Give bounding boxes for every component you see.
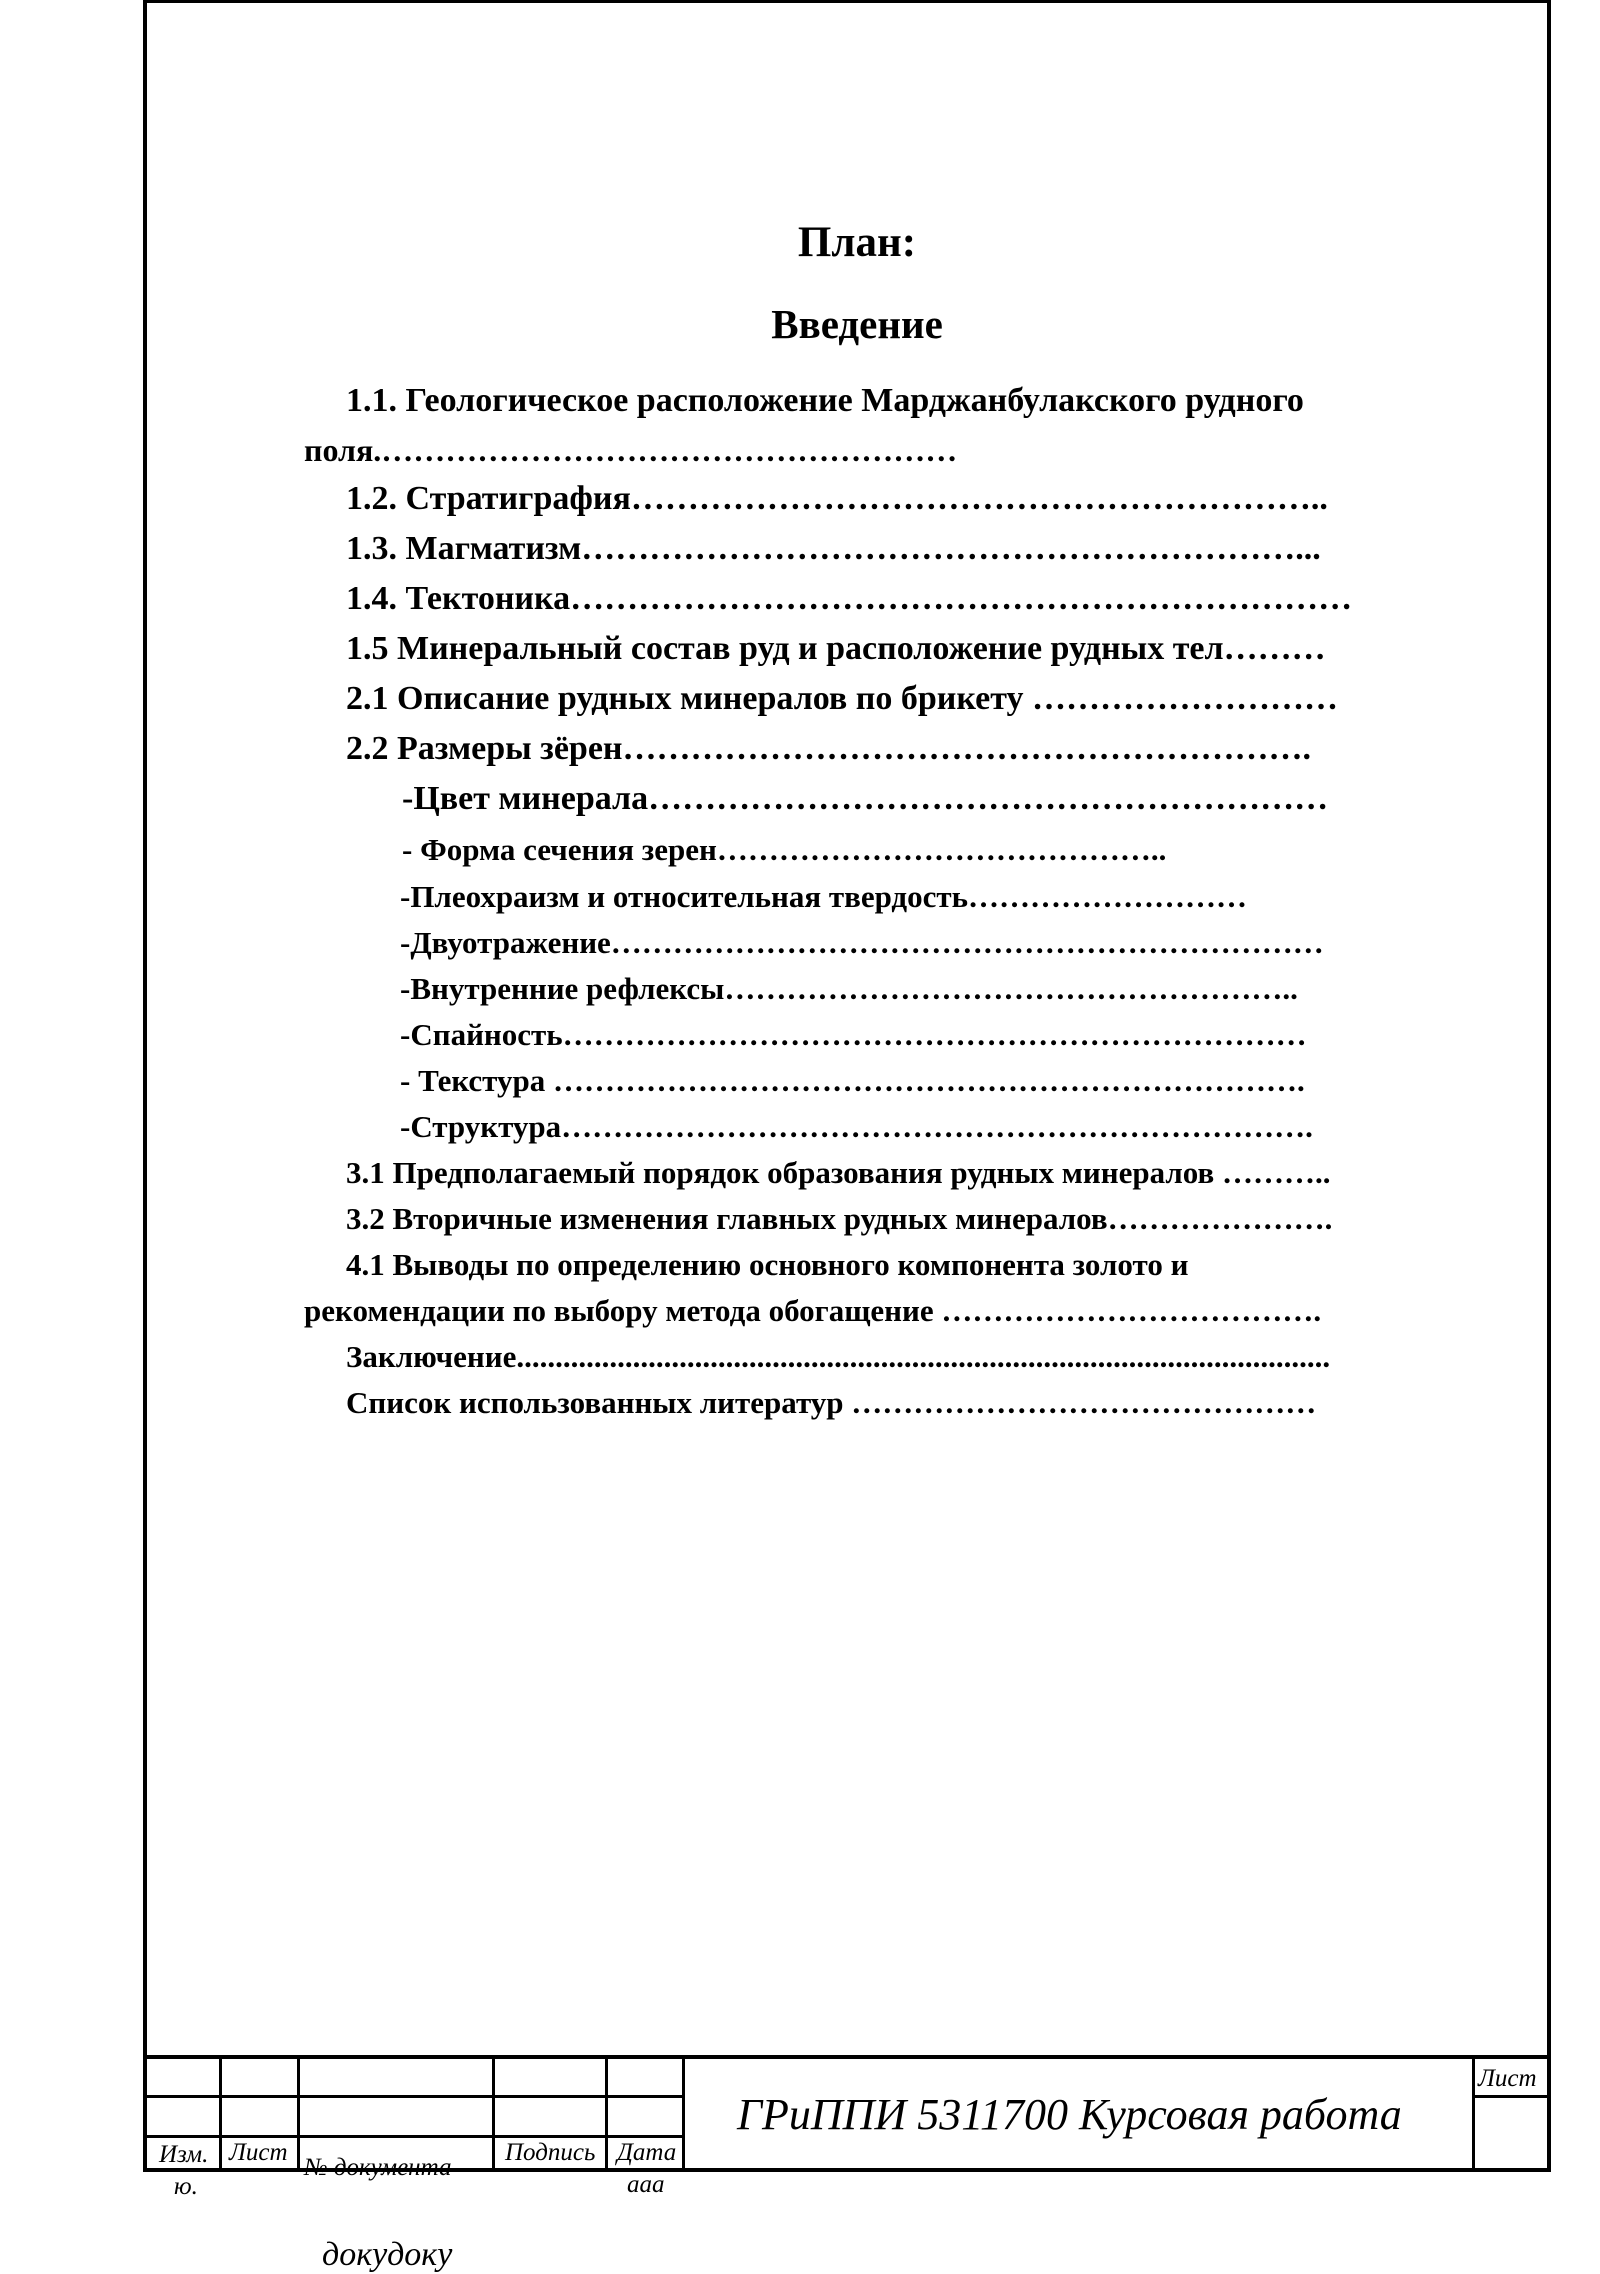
toc-item-1-4: 1.4. Тектоника…………………………………………………………… <box>346 580 1353 617</box>
toc-item-4-1-cont: рекомендации по выбору метода обогащение ………………………………. <box>304 1293 1322 1328</box>
toc-item-2-1: 2.1 Описание рудных минералов по брикету ……………………… <box>346 680 1338 717</box>
stamp-col-izm-extra: ю. <box>174 2173 198 2200</box>
stamp-sheet-label: Лист <box>1478 2065 1537 2092</box>
toc-item-3-2: 3.2 Вторичные изменения главных рудных минералов…………………. <box>346 1201 1333 1236</box>
title-block-divider <box>297 2059 300 2172</box>
toc-item-references: Список использованных литератур ……………………………………… <box>346 1385 1317 1420</box>
bottom-overflow-text: докудоку <box>322 2236 453 2273</box>
stamp-col-list: Лист <box>229 2139 288 2166</box>
toc-subitem-texture: - Текстура ………………………………………………………………. <box>400 1063 1305 1098</box>
title-block-row-line <box>147 2135 685 2138</box>
title-block-divider <box>682 2059 685 2172</box>
toc-subitem-pleochroism: -Плеохраизм и относительная твердость……………………… <box>400 879 1247 914</box>
toc-item-conclusion: Заключение......................................................................................................... <box>346 1339 1331 1374</box>
intro-title: Введение <box>771 301 943 347</box>
toc-item-2-2: 2.2 Размеры зёрен……………………………………………………. <box>346 730 1311 767</box>
toc-subitem-cleavage: -Спайность……………………………………………………………… <box>400 1017 1307 1052</box>
toc-subitem-color: -Цвет минерала…………………………………………………… <box>402 780 1329 817</box>
stamp-col-sign: Подпись <box>505 2139 596 2166</box>
plan-title: План: <box>797 219 917 266</box>
stamp-col-izm: Изм. <box>159 2141 209 2168</box>
toc-subitem-bireflectance: -Двуотражение…………………………………………………………… <box>400 925 1324 960</box>
title-block-divider <box>219 2059 222 2172</box>
stamp-col-date: Дата <box>617 2139 677 2166</box>
stamp-document-code: ГРиППИ 5311700 Курсовая работа <box>737 2090 1402 2139</box>
toc-subitem-internal-reflections: -Внутренние рефлексы……………………………………………….. <box>400 971 1298 1006</box>
title-block-divider <box>605 2059 608 2172</box>
stamp-col-doc: № документа <box>304 2154 452 2181</box>
title-block-divider <box>492 2059 495 2172</box>
stamp-col-date-extra: ааа <box>627 2171 665 2198</box>
toc-subitem-structure: -Структура………………………………………………………………. <box>400 1109 1313 1144</box>
toc-item-1-5: 1.5 Минеральный состав руд и расположение рудных тел……… <box>346 630 1326 667</box>
title-block-row-line <box>147 2095 685 2098</box>
toc-item-1-1-cont: поля.……………………………………………… <box>304 432 958 468</box>
toc-item-1-2: 1.2. Стратиграфия…………………………………………………….. <box>346 480 1328 517</box>
title-block <box>147 2055 1547 2200</box>
toc-item-1-3: 1.3. Магматизм………………………………………………………... <box>346 530 1321 567</box>
toc-subitem-shape: - Форма сечения зерен…………………………………….. <box>402 832 1167 867</box>
toc-item-4-1: 4.1 Выводы по определению основного компонента золото и <box>346 1247 1189 1282</box>
toc-item-3-1: 3.1 Предполагаемый порядок образования рудных минералов ……….. <box>346 1155 1331 1190</box>
toc-item-1-1: 1.1. Геологическое расположение Марджанбулакского рудного <box>346 382 1304 419</box>
